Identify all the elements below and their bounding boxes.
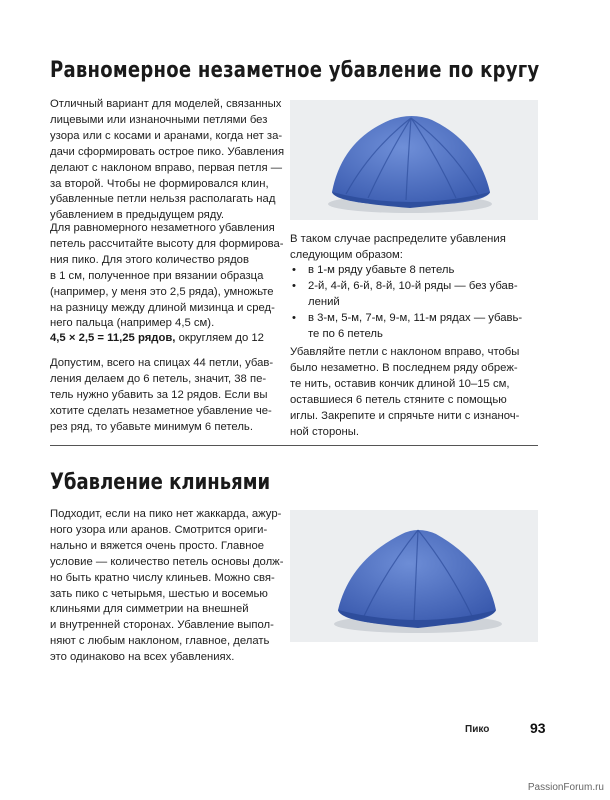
list-item bbox=[290, 279, 522, 311]
text-line: хотите сделать незаметное убавление че- bbox=[50, 404, 272, 417]
text-line: зать пико с четырьмя, шестью и восемью bbox=[50, 587, 268, 600]
text-line: рез ряд, то убавьте минимум 6 петель. bbox=[50, 420, 253, 433]
formula-rest: округляем до 12 bbox=[175, 332, 264, 344]
text-line: на разницу между длиной мизинца и сред- bbox=[50, 301, 275, 314]
text-line: тель нужно убавить за 12 рядов. Если вы bbox=[50, 388, 268, 401]
text-line: узора или с косами и аранами, когда нет за- bbox=[50, 129, 283, 142]
text-line: ного узора или аранов. Смотрится ориги- bbox=[50, 523, 268, 536]
hat-photo-2 bbox=[290, 510, 538, 642]
section2-para bbox=[50, 507, 283, 666]
text-line: него пальца (например 4,5 см). bbox=[50, 317, 215, 330]
list-item-text: те по 6 петель bbox=[308, 327, 383, 340]
list-item-text: 2-й, 4-й, 6-й, 8-й, 10-й ряды — без убав- bbox=[308, 279, 518, 292]
right-para bbox=[290, 345, 519, 440]
text-line: Допустим, всего на спицах 44 петли, убав- bbox=[50, 357, 274, 369]
text-line: те нить, оставив кончик длиной 10–15 см, bbox=[290, 377, 510, 390]
text-line: убавленные петли нельзя располагать над bbox=[50, 193, 276, 206]
text-line: Для равномерного незаметного убавления bbox=[50, 222, 275, 234]
text-line: было незаметно. В последнем ряду обреж- bbox=[290, 361, 518, 374]
text-line: следующим образом: bbox=[290, 248, 403, 261]
formula-bold: 4,5 × 2,5 = 11,25 рядов, bbox=[50, 332, 176, 344]
text-line: лицевыми или изнаночными петлями без bbox=[50, 113, 268, 126]
text-line: но быть кратно числу клиньев. Можно свя- bbox=[50, 571, 275, 584]
text-line: оставшиеся 6 петель стяните с помощью bbox=[290, 393, 507, 406]
knitted-pico-image-2 bbox=[290, 510, 538, 642]
text-line: за второй. Чтобы не формировался клин, bbox=[50, 177, 269, 190]
text-line: ния пико. Для этого количество рядов bbox=[50, 253, 249, 266]
list-item-text: в 1-м ряду убавьте 8 петель bbox=[308, 264, 455, 276]
text-line: убавлением в предыдущем ряду. bbox=[50, 209, 225, 222]
text-line: делают с наклоном вправо, первая петля — bbox=[50, 161, 283, 174]
text-line: (например, у меня это 2,5 ряда), умножьте bbox=[50, 285, 274, 298]
text-line: Подходит, если на пико нет жаккарда, ажур- bbox=[50, 508, 282, 520]
section1-para2 bbox=[50, 221, 284, 332]
list-item bbox=[290, 263, 522, 279]
text-line: условие — количество петель основы долж- bbox=[50, 555, 284, 568]
text-line: иглы. Закрепите и спрячьте нити с изнаноч- bbox=[290, 409, 520, 422]
page-number: 93 bbox=[530, 720, 546, 736]
list-item-text: лений bbox=[308, 295, 340, 308]
list-item bbox=[290, 311, 522, 343]
hat-photo-1 bbox=[290, 100, 538, 220]
text-line: нально и вяжется очень просто. Главное bbox=[50, 539, 265, 552]
decrease-list bbox=[290, 263, 522, 343]
text-line: клиньями для симметрии на внешней bbox=[50, 603, 249, 616]
text-line: Убавляйте петли с наклоном вправо, чтобы bbox=[290, 346, 520, 358]
section1-para1 bbox=[50, 97, 284, 224]
text-line: в 1 см, полученное при вязании образца bbox=[50, 269, 264, 282]
text-line: В таком случае распределите убавления bbox=[290, 233, 506, 245]
text-line: ной стороны. bbox=[290, 425, 360, 438]
section1-title: Равномерное незаметное убавление по кругу bbox=[50, 58, 540, 83]
section-divider bbox=[50, 445, 538, 446]
text-line: и внутренней сторонах. Убавление выпол- bbox=[50, 619, 274, 632]
text-line: няют с любым наклоном, главное, делать bbox=[50, 635, 270, 648]
bullet-icon: • bbox=[292, 264, 296, 276]
text-line: ления делаем до 6 петель, значит, 38 пе- bbox=[50, 372, 267, 385]
bullet-icon: • bbox=[292, 311, 296, 324]
text-line: Отличный вариант для моделей, связанных bbox=[50, 98, 282, 110]
text-line: дачи сформировать острое пико. Убавления bbox=[50, 145, 285, 158]
list-item-text: в 3-м, 5-м, 7-м, 9-м, 11-м рядах — убавь- bbox=[308, 311, 523, 324]
knitted-pico-image-1 bbox=[290, 100, 538, 220]
formula bbox=[50, 332, 264, 344]
text-line: петель рассчитайте высоту для формирова- bbox=[50, 237, 284, 250]
watermark: PassionForum.ru bbox=[527, 782, 604, 793]
text-line: это одинаково на всех убавлениях. bbox=[50, 651, 235, 664]
right-intro bbox=[290, 232, 506, 264]
bullet-icon: • bbox=[292, 279, 296, 292]
section1-para3 bbox=[50, 356, 273, 436]
section2-title: Убавление клиньями bbox=[50, 470, 271, 495]
running-footer: Пико bbox=[465, 724, 490, 735]
